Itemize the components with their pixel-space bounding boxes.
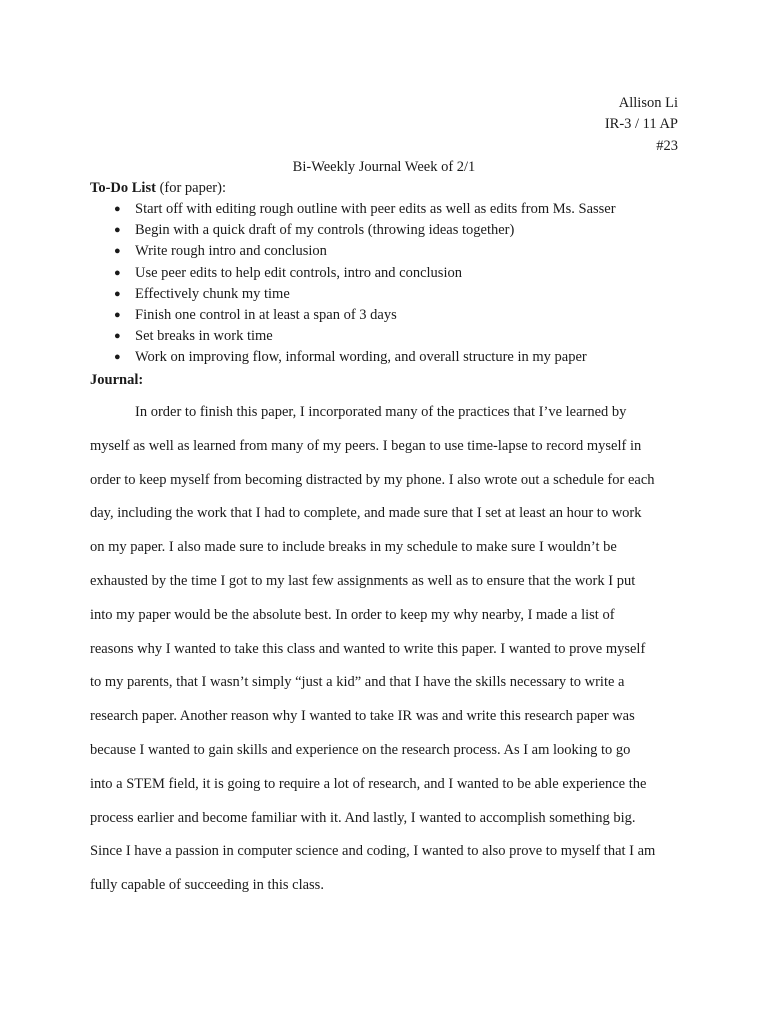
todo-item — [90, 284, 616, 305]
journal-line: on my paper. I also made sure to include breaks in my schedule to make sure I wouldn’t be — [90, 539, 617, 556]
journal-line: reasons why I wanted to take this class and wanted to write this paper. I wanted to prove myself — [90, 640, 646, 657]
journal-line: order to keep myself from becoming distracted by my phone. I also wrote out a schedule for each — [90, 471, 655, 488]
todo-item — [90, 326, 616, 347]
journal-heading: Journal: — [90, 372, 144, 388]
bullet-icon: ● — [114, 351, 121, 364]
todo-heading-note: (for paper): — [155, 180, 226, 196]
journal-line: In order to finish this paper, I incorporated many of the practices that I’ve learned by — [135, 404, 627, 420]
journal-paragraph — [90, 396, 655, 903]
todo-item — [90, 220, 616, 241]
document-title: Bi-Weekly Journal Week of 2/1 — [292, 159, 476, 175]
todo-item-text: Begin with a quick draft of my controls (throwing ideas together) — [135, 222, 515, 239]
journal-line: exhausted by the time I got to my last few assignments as well as to ensure that the work I put — [90, 572, 636, 589]
journal-line: because I wanted to gain skills and experience on the research process. As I am looking to go — [90, 741, 631, 758]
todo-item — [90, 199, 616, 220]
author-header — [605, 93, 678, 157]
journal-line: day, including the work that I had to complete, and made sure that I set at least an hour to work — [90, 505, 642, 522]
todo-item-text: Start off with editing rough outline with peer edits as well as edits from Ms. Sasser — [135, 201, 616, 217]
todo-item-text: Use peer edits to help edit controls, intro and conclusion — [135, 264, 462, 281]
bullet-icon: ● — [114, 224, 121, 237]
bullet-icon: ● — [114, 266, 121, 279]
todo-heading — [90, 178, 226, 199]
author-name: Allison Li — [618, 95, 678, 111]
class-period: IR-3 / 11 AP — [604, 116, 678, 133]
journal-line: into a STEM field, it is going to require a lot of research, and I wanted to be able experience the — [90, 775, 647, 792]
todo-item — [90, 347, 616, 368]
journal-line: into my paper would be the absolute best. In order to keep my why nearby, I made a list of — [90, 606, 615, 623]
journal-line: Since I have a passion in computer science and coding, I wanted to also prove to myself that I am — [90, 843, 656, 860]
todo-item — [90, 241, 616, 262]
bullet-icon: ● — [114, 287, 121, 300]
todo-item-text: Finish one control in at least a span of 3 days — [135, 307, 397, 324]
journal-line: fully capable of succeeding in this class. — [90, 877, 324, 894]
todo-item — [90, 305, 616, 326]
bullet-icon: ● — [114, 245, 121, 258]
bullet-icon: ● — [114, 203, 121, 215]
todo-list — [90, 199, 616, 369]
todo-heading-label: To-Do List — [90, 180, 156, 196]
todo-item-text: Set breaks in work time — [135, 328, 273, 345]
bullet-icon: ● — [114, 330, 121, 343]
todo-item — [90, 263, 616, 284]
student-number: #23 — [656, 137, 678, 154]
todo-item-text: Work on improving flow, informal wording, and overall structure in my paper — [135, 349, 587, 366]
todo-item-text: Write rough intro and conclusion — [135, 243, 327, 260]
journal-line: to my parents, that I wasn’t simply “just a kid” and that I have the skills necessary to write a — [90, 674, 625, 691]
journal-line: research paper. Another reason why I wanted to take IR was and write this research paper was — [90, 708, 635, 725]
todo-item-text: Effectively chunk my time — [135, 285, 290, 302]
journal-line: myself as well as learned from many of my peers. I began to use time-lapse to record myself in — [90, 437, 642, 454]
bullet-icon: ● — [114, 309, 121, 322]
journal-line: process earlier and become familiar with it. And lastly, I wanted to accomplish something big. — [90, 809, 636, 826]
